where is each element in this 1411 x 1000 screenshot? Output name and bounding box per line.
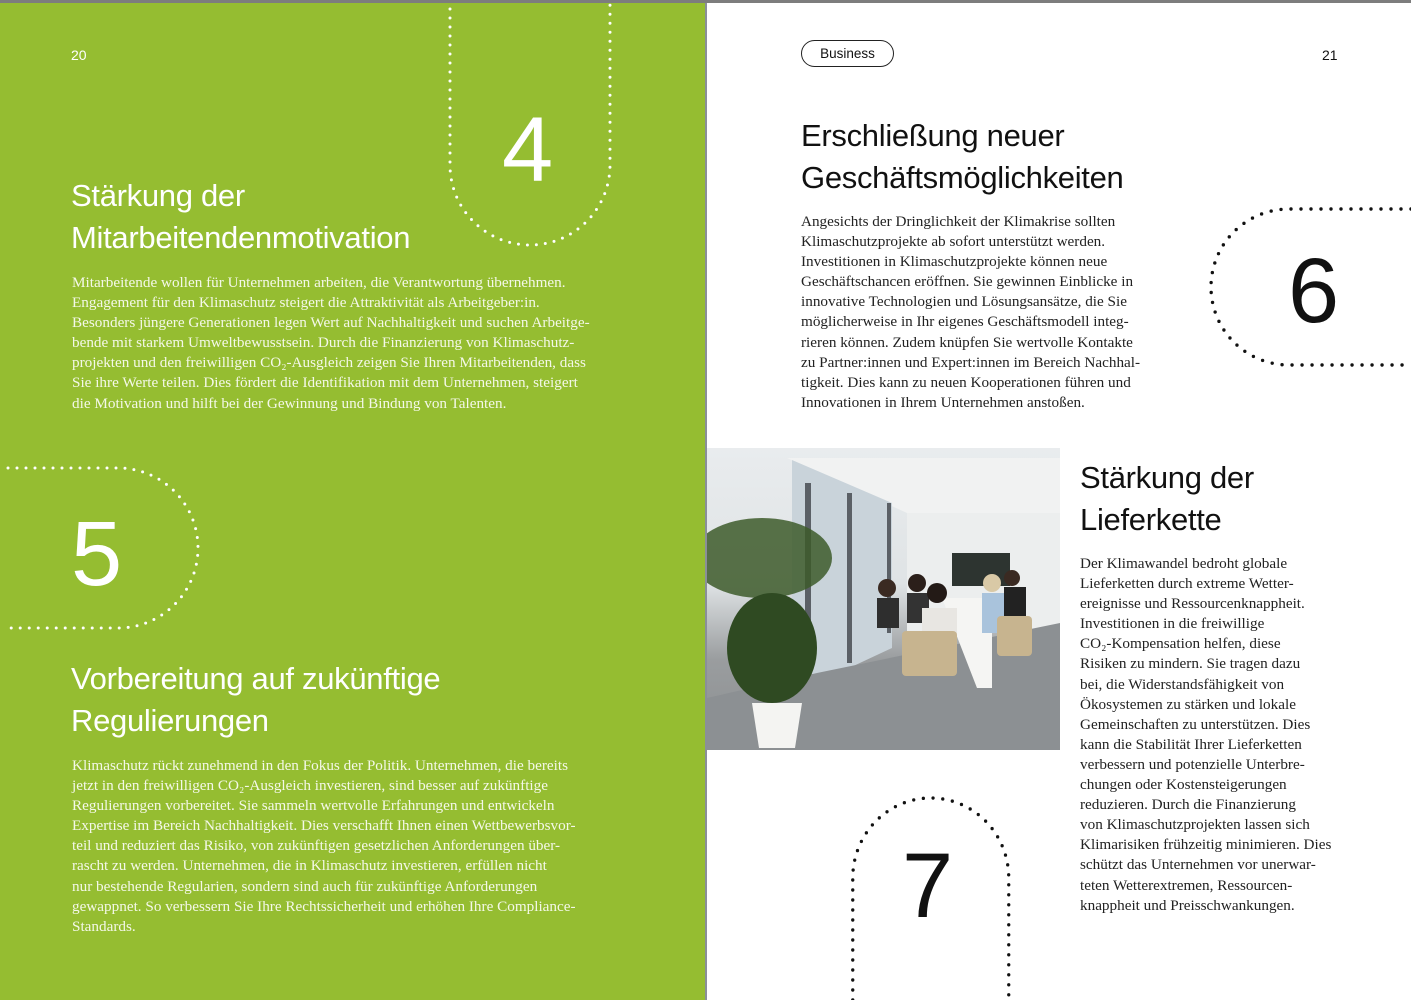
- section-body-4: Mitarbeitende wollen für Unternehmen arbeiten, die Verantwortung übernehmen. Engagement für den Klimaschutz steigert die Attraktivität als Arbeitgeber:in. Besonders jüngere Generationen legen Wert auf Nachhaltigkeit und suchen Arbeitge- bende mit starkem Umweltbewusstsein. Durch die Finanzierung von Klimaschutz- projekten und den freiwilligen CO₂-Ausgleich zeigen Sie Ihren Mitarbeitenden, dass Sie ihre Werte teilen. Dies fördert die Identifikation mit dem Unternehmen, steigert die Motivation und hilft bei der Gewinnung und Bindung von Talenten.: [72, 274, 590, 412]
- section-heading-6: Erschließung neuer Geschäftsmöglichkeiten: [801, 118, 1124, 195]
- section-body-7: Der Klimawandel bedroht globale Lieferketten durch extreme Wetter- ereignisse und Ressourcenknappheit. Investitionen in die freiwillige CO₂-Kompensation helfen, diese Risiken zu mindern. Sie tragen dazu bei, die Widerstandsfähigkeit von Ökosystemen zu stärken und lokale Gemeinschaften zu unterstützen. Dies kann die Stabilität Ihrer Lieferketten verbessern und potenzielle Unterbre- chungen oder Kostensteigerungen reduzieren. Durch die Finanzierung von Klimaschutzprojekten lassen sich Klimarisiken frühzeitig minimieren. Dies schützt das Unternehmen vor unerwar- teten Wetterextremen, Ressourcen- knappheit und Preisschwankungen.: [1080, 555, 1332, 914]
- page-number: 21: [1322, 47, 1338, 63]
- section-heading-4: Stärkung der Mitarbeitendenmotivation: [71, 178, 411, 255]
- meeting-room-photo: [707, 448, 1060, 750]
- page-number: 20: [71, 47, 87, 63]
- left-page: [0, 0, 705, 1000]
- section-number-6: 6: [1288, 240, 1340, 342]
- section-number-4: 4: [502, 99, 554, 201]
- photo-illustration-icon: [707, 448, 1060, 750]
- section-heading-7: Stärkung der Lieferkette: [1080, 460, 1254, 537]
- section-body-5: Klimaschutz rückt zunehmend in den Fokus der Politik. Unternehmen, die bereits jetzt in den freiwilligen CO₂-Ausgleich investieren, sind besser auf zukünftige Regulierungen vorbereitet. Sie sammeln wertvolle Erfahrungen und entwickeln Expertise im Bereich Nachhaltigkeit. Dies verschafft Ihnen einen Wettbewerbsvor- teil und reduziert das Risiko, von zukünftigen gesetzlichen Anforderungen über- rascht zu werden. Unternehmen, die in Klimaschutz investieren, erfüllen nicht nur bestehende Regularien, sondern sind auch für zukünftige Anforderungen gewappnet. So verbessern Sie Ihre Rechtssicherheit und erhöhen Ihre Compliance- Standards.: [72, 757, 576, 935]
- right-page: [707, 0, 1411, 1000]
- dotted-frame-5-icon: [0, 450, 260, 650]
- section-number-5: 5: [71, 503, 123, 605]
- section-heading-5: Vorbereitung auf zukünftige Regulierungen: [71, 661, 441, 738]
- section-number-7: 7: [902, 835, 954, 937]
- page-gutter: [705, 0, 707, 1000]
- section-body-6: Angesichts der Dringlichkeit der Klimakrise sollten Klimaschutzprojekte ab sofort unterstützt werden. Investitionen in Klimaschutzprojekte können neue Geschäftschancen eröffnen. Sie gewinnen Einblicke in innovative Technologien und Lösungsansätze, die Sie möglicherweise in Ihr eigenes Geschäftsmodell integ- rieren können. Zudem knüpfen Sie wertvolle Kontakte zu Partner:innen und Expert:innen im Bereich Nachhal- tigkeit. Dies kann zu neuen Kooperationen führen und Innovationen in Ihrem Unternehmen anstoßen.: [801, 213, 1141, 411]
- top-border: [0, 0, 1411, 3]
- category-tag: Business: [801, 40, 894, 67]
